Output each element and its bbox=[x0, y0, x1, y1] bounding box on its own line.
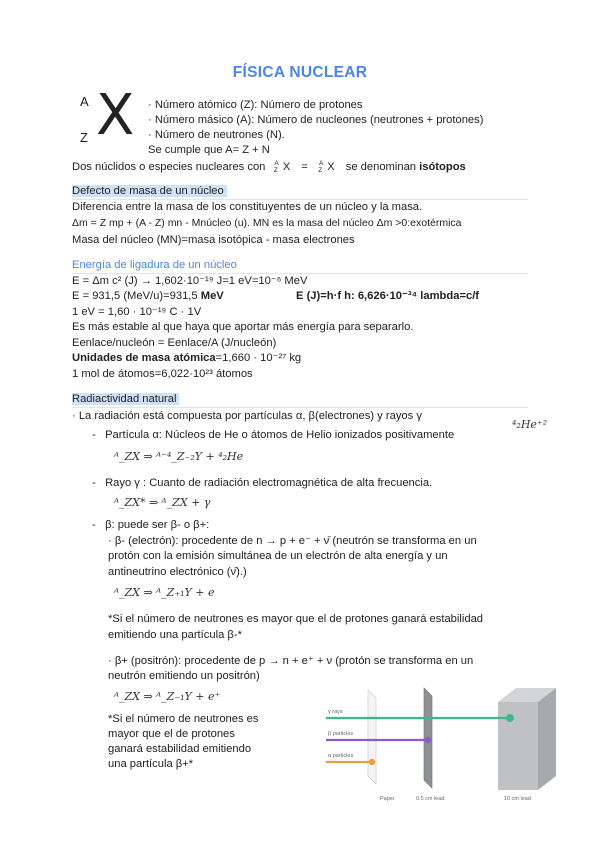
beta-stop-dot bbox=[425, 737, 431, 743]
helium-nucleus: ⁴₂He⁺² bbox=[512, 418, 548, 431]
thin-lead-label: 0.5 cm lead bbox=[416, 796, 445, 802]
thick-lead-label: 10 cm lead bbox=[504, 796, 531, 802]
lead-block-front bbox=[498, 702, 538, 790]
beta-minus-line-3: antineutrino electrónico (ν̄).) bbox=[108, 566, 247, 578]
mass-defect-line-1: Diferencia entre la masa de los constituyentes de un núcleo y la masa. bbox=[72, 201, 423, 213]
section-divider bbox=[72, 407, 528, 408]
alpha-stop-dot bbox=[369, 759, 375, 765]
alpha-line: - Partícula α: Núcleos de He o átomos de Helio ionizados positivamente bbox=[92, 429, 455, 441]
gamma-line: - Rayo γ : Cuanto de radiación electromagnética de alta frecuencia. bbox=[92, 477, 433, 489]
alpha-label: α particles bbox=[328, 753, 354, 759]
isotopes-line bbox=[72, 160, 466, 176]
note-2-line-4: una partícula β+* bbox=[108, 758, 194, 770]
alpha-equation: ᴬ_ZX ⇒ ᴬ⁻⁴_Z₋₂Y + ⁴₂He bbox=[114, 450, 244, 463]
beta-minus-equation: ᴬ_ZX ⇒ ᴬ_Z₊₁Y + e bbox=[114, 586, 215, 599]
beta-plus-equation: ᴬ_ZX ⇒ ᴬ_Z₋₁Y + e⁺ bbox=[114, 690, 221, 703]
nuclide-item-2: · Número másico (A): Número de nucleones (neutrones + protones) bbox=[148, 114, 484, 126]
binding-line-7: 1 mol de átomos=6,022·10²³ átomos bbox=[72, 368, 253, 380]
page-title: FÍSICA NUCLEAR bbox=[232, 64, 368, 81]
binding-line-2: E = 931,5 (MeV/u)=931,5 MeV bbox=[72, 290, 224, 302]
note-1-line-2: emitiendo una partícula β-* bbox=[108, 629, 242, 641]
nuclide-item-1: · Número atómico (Z): Número de protones bbox=[148, 99, 363, 111]
nuclide-item-4: Se cumple que A= Z + N bbox=[148, 144, 270, 156]
radio-heading: Radiactividad natural bbox=[72, 392, 179, 407]
atomic-number-symbol: Z bbox=[80, 130, 88, 145]
isotopes-suffix: se denominan bbox=[345, 161, 417, 173]
beta-line: - β: puede ser β- o β+: bbox=[92, 519, 210, 531]
note-2-line-2: mayor que el de protones bbox=[108, 728, 235, 740]
beta-plus-line-2: neutrón emitiendo un positrón) bbox=[108, 670, 260, 682]
mass-defect-heading: Defecto de masa de un núcleo bbox=[72, 184, 227, 199]
note-2-line-1: *Si el número de neutrones es bbox=[108, 713, 259, 725]
mass-defect-line-3: Masa del núcleo (MN)=masa isotópica - masa electrones bbox=[72, 234, 355, 246]
radio-intro: · La radiación está compuesta por partículas α, β(electrones) y rayos γ bbox=[72, 410, 422, 422]
beta-minus-line-1: · β- (electrón): procedente de n → p + e⁻ + ν̄ (neutrón se transforma en un bbox=[108, 535, 477, 547]
radiation-penetration-figure bbox=[298, 684, 560, 804]
note-1-line-1: *Si el número de neutrones es mayor que el de protones ganará estabilidad bbox=[108, 613, 484, 625]
binding-line-3: 1 eV = 1,60 · 10⁻¹⁹ C · 1V bbox=[72, 306, 202, 318]
beta-plus-line-1: · β+ (positrón): procedente de p → n + e⁺ + ν (protón se transforma en un bbox=[108, 655, 474, 667]
isotopes-bold: isótopos bbox=[419, 161, 466, 173]
paper-sheet bbox=[368, 690, 376, 784]
paper-label: Paper bbox=[380, 796, 395, 802]
gamma-label: γ rays bbox=[328, 709, 343, 715]
gamma-equation: ᴬ_ZX* ⇒ ᴬ_ZX + γ bbox=[114, 496, 211, 509]
binding-line-2-right: E (J)=h·f h: 6,626·10⁻³⁴ lambda=c/f bbox=[296, 290, 480, 302]
isotopes-prefix: Dos núclidos o especies nucleares con bbox=[72, 161, 266, 173]
binding-heading: Energía de ligadura de un núcleo bbox=[72, 259, 237, 271]
beta-minus-line-2: protón con la emisión simultánea de un electrón de alta energía y un bbox=[108, 550, 448, 562]
binding-line-5: Eenlace/nucleón = Eenlace/A (J/nucleón) bbox=[72, 337, 277, 349]
binding-line-6: Unidades de masa atómica=1,660 · 10⁻²⁷ kg bbox=[72, 352, 302, 364]
element-symbol: X bbox=[96, 83, 135, 148]
isotopes-eq: = bbox=[301, 161, 308, 173]
binding-line-4: Es más estable al que haya que aportar más energía para separarlo. bbox=[72, 321, 414, 333]
nuclide-item-3: · Número de neutrones (N). bbox=[148, 129, 285, 141]
mass-number-symbol: A bbox=[80, 94, 89, 109]
mass-defect-line-2: Δm = Z mp + (A - Z) mn - Mnúcleo (u). MN es la masa del núcleo Δm >0:exotérmica bbox=[72, 217, 462, 229]
gamma-stop-dot bbox=[506, 714, 514, 722]
isotope-notation-2: $^A$Z X bbox=[318, 160, 335, 174]
isotope-notation-1: $^A$Z X bbox=[273, 160, 291, 174]
note-2-line-3: ganará estabilidad emitiendo bbox=[108, 743, 252, 755]
binding-line-1: E = Δm c² (J) → 1,602·10⁻¹⁹ J=1 eV=10⁻⁶ MeV bbox=[72, 275, 308, 287]
beta-label: β particles bbox=[328, 731, 354, 737]
lead-block-side bbox=[538, 688, 556, 790]
